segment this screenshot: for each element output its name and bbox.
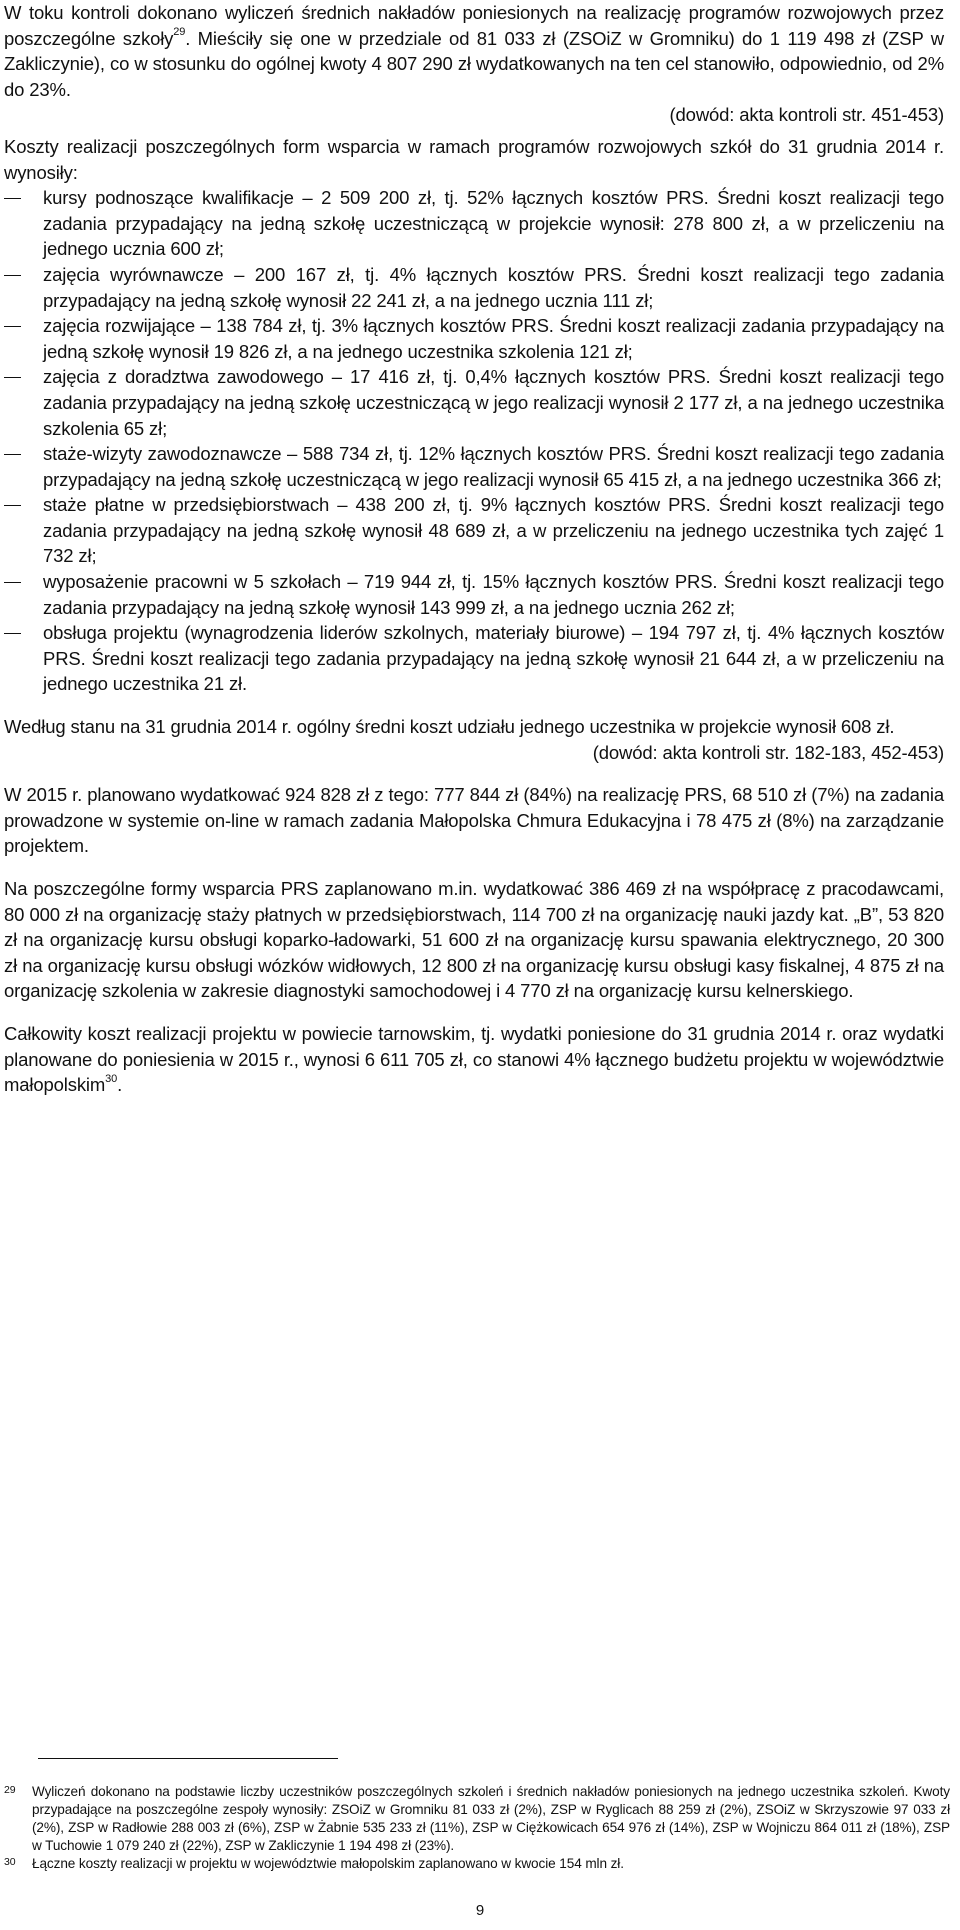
- list-item: zajęcia z doradztwa zawodowego – 17 416 zł, tj. 0,4% łącznych kosztów PRS. Średni koszt realizacji tego zadania przypadający na jedną szkołę uczestniczącą w jego realizacji wynosił 2 177 zł, a na jednego uczestnika szkolenia 65 zł;: [4, 364, 944, 441]
- paragraph-2015-plan: W 2015 r. planowano wydatkować 924 828 zł z tego: 777 844 zł (84%) na realizację PRS, 68 510 zł (7%) na zadania prowadzone w systemie on-line w ramach zadania Małopolska Chmura Edukacyjna i 78 475 zł (8%) na zarządzanie projektem.: [4, 784, 944, 857]
- paragraph-average-participant-cost: Według stanu na 31 grudnia 2014 r. ogólny średni koszt udziału jednego uczestnika w projekcie wynosił 608 zł.: [4, 716, 895, 738]
- footnote-separator: [38, 1758, 338, 1759]
- paragraph-average-costs: W toku kontroli dokonano wyliczeń średnich nakładów poniesionych na realizację programów rozwojowych przez poszczególne szkoły$^{29}$. Mieściły się one w przedziale od 81 033 zł (ZSOiZ w Gromniku) do 1 119 498 zł (ZSP w Zakliczynie), co w stosunku do ogólnej kwoty 4 807 290 zł wydatkowanych na ten cel stanowiło, odpowiednio, od 2% do 23%.: [4, 2, 945, 100]
- list-item: kursy podnoszące kwalifikacje – 2 509 200 zł, tj. 52% łącznych kosztów PRS. Średni koszt realizacji tego zadania przypadający na jedną szkołę uczestniczącą w projekcie wynosił: 278 800 zł, a w przeliczeniu na jednego ucznia 600 zł;: [4, 185, 944, 262]
- footnote-number: 30: [4, 1856, 16, 1868]
- evidence-note: (dowód: akta kontroli str. 182-183, 452-453): [592, 741, 944, 763]
- footnote-29: [4, 1783, 950, 1855]
- footnote-text: Łączne koszty realizacji w projektu w województwie małopolskim zaplanowano w kwocie 154 mln zł.: [32, 1856, 624, 1871]
- list-item: staże płatne w przedsiębiorstwach – 438 200 zł, tj. 9% łącznych kosztów PRS. Średni koszt realizacji tego zadania przypadający na jedną szkołę wynosił 48 689 zł, a w przeliczeniu na jednego uczestnika tych zajęć 1 732 zł;: [4, 492, 944, 569]
- evidence-note: (dowód: akta kontroli str. 451-453): [669, 104, 944, 126]
- paragraph-total-cost: Całkowity koszt realizacji projektu w powiecie tarnowskim, tj. wydatki poniesione do 31 grudnia 2014 r. oraz wydatki planowane do poniesienia w 2015 r., wynosi 6 611 705 zł, co stanowi 4% łącznego budżetu projektu w województwie małopolskim$^{30}$.: [4, 1022, 944, 1096]
- list-item: obsługa projektu (wynagrodzenia liderów szkolnych, materiały biurowe) – 194 797 zł, tj. 4% łącznych kosztów PRS. Średni koszt realizacji tego zadania przypadający na jedną szkołę wynosił 21 644 zł, a w przeliczeniu na jednego uczestnika 21 zł.: [4, 620, 944, 697]
- footnotes: [4, 1783, 950, 1873]
- footnote-ref-30: 30: [105, 1073, 118, 1085]
- footnote-number: 29: [4, 1784, 16, 1796]
- list-item: wyposażenie pracowni w 5 szkołach – 719 944 zł, tj. 15% łącznych kosztów PRS. Średni koszt realizacji tego zadania przypadający na jedną szkołę wynosił 143 999 zł, a na jednego ucznia 262 zł;: [4, 569, 944, 620]
- main-text: [4, 0, 944, 1098]
- footnote-ref-29: 29: [173, 26, 186, 39]
- cost-list: [4, 185, 944, 697]
- list-item: zajęcia wyrównawcze – 200 167 zł, tj. 4% łącznych kosztów PRS. Średni koszt realizacji tego zadania przypadający na jedną szkołę wynosił 22 241 zł, a na jednego ucznia 111 zł;: [4, 262, 944, 313]
- paragraph-support-forms: Na poszczególne formy wsparcia PRS zaplanowano m.in. wydatkować 386 469 zł na współpracę z pracodawcami, 80 000 zł na organizację staży płatnych w przedsiębiorstwach, 114 700 zł na organizację nauki jazdy kat. „B”, 53 820 zł na organizację kursu obsługi koparko-ładowarki, 51 600 zł na organizację kursu spawania elektrycznego, 20 300 zł na organizację kursu obsługi wózków widłowych, 12 800 zł na organizację kursu obsługi kasy fiskalnej, 4 875 zł na organizację szkolenia w zakresie diagnostyki samochodowej i 4 770 zł na organizację kursu kelnerskiego.: [4, 878, 944, 1002]
- paragraph-costs-intro: Koszty realizacji poszczególnych form wsparcia w ramach programów rozwojowych szkół do 31 grudnia 2014 r. wynosiły:: [4, 135, 944, 183]
- footnote-30: [4, 1855, 950, 1873]
- footnote-text: Wyliczeń dokonano na podstawie liczby uczestników poszczególnych szkoleń i średnich nakładów poniesionych na jednego uczestnika szkoleń. Kwoty przypadające na poszczególne zespoły wynosiły: ZSOiZ w Gromniku 81 033 zł (2%), ZSP w Ryglicach 88 259 zł (2%), ZSOiZ w Skrzyszowie 97 033 zł (2%), ZSP w Radłowie 288 003 zł (6%), ZSP w Żabnie 535 233 zł (11%), ZSP w Ciężkowicach 654 976 zł (14%), ZSP w Wojniczu 864 011 zł (18%), ZSP w Tuchowie 1 079 240 zł (22%), ZSP w Zakliczynie 1 194 498 zł (23%).: [32, 1784, 950, 1853]
- list-item: zajęcia rozwijające – 138 784 zł, tj. 3% łącznych kosztów PRS. Średni koszt realizacji zadania przypadający na jedną szkołę wynosił 19 826 zł, a na jednego uczestnika szkolenia 121 zł;: [4, 313, 944, 364]
- list-item: staże-wizyty zawodoznawcze – 588 734 zł, tj. 12% łącznych kosztów PRS. Średni koszt realizacji tego zadania przypadający na jedną szkołę uczestniczącą w jego realizacji wynosił 65 415 zł, a na jednego uczestnika 366 zł;: [4, 441, 944, 492]
- page-number: 9: [475, 1902, 485, 1919]
